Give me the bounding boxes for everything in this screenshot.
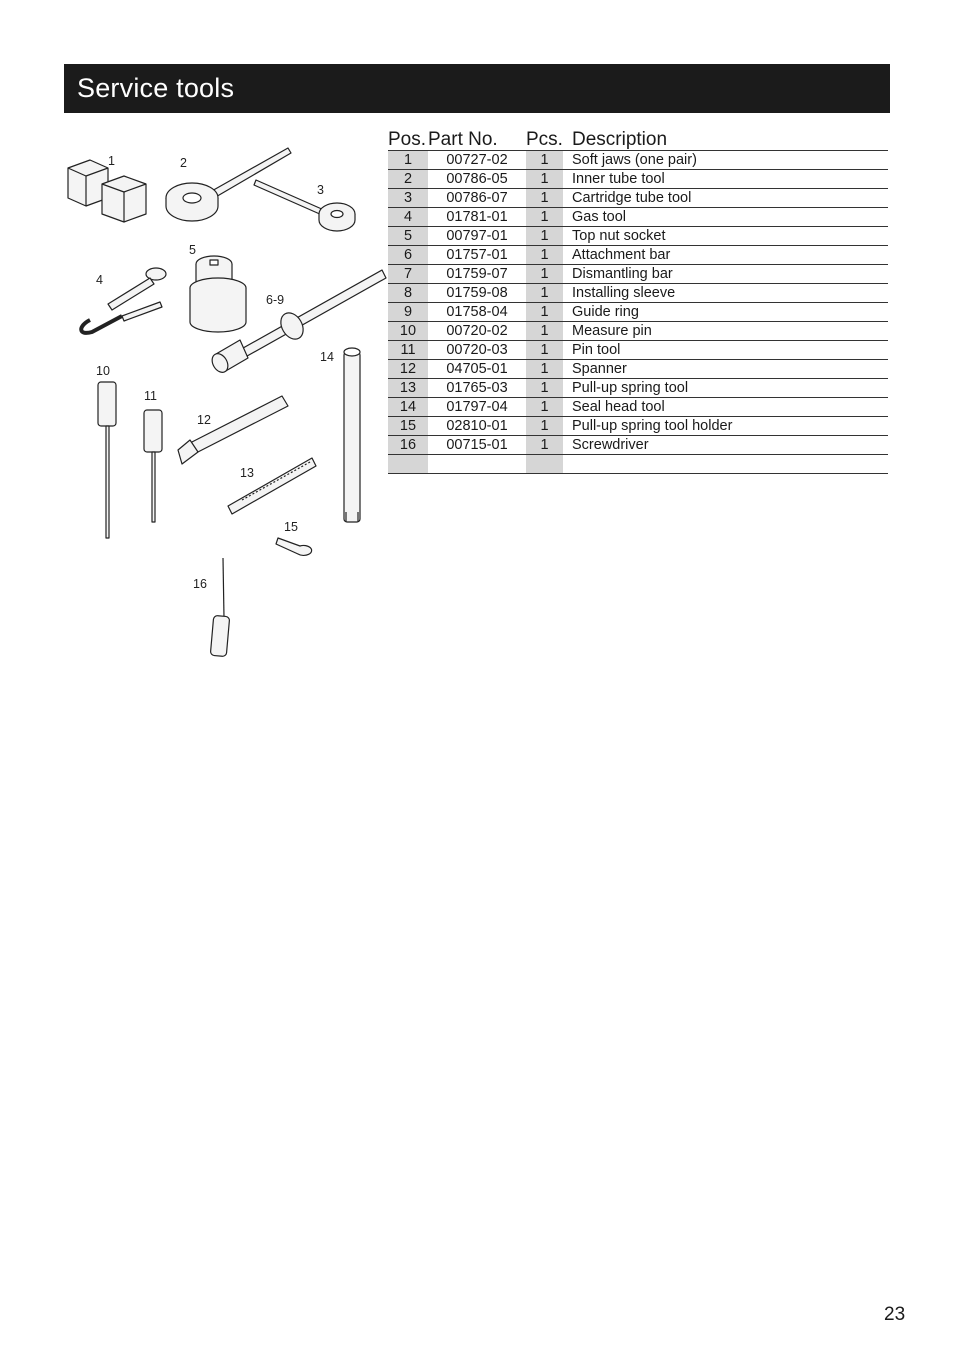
callout-14: 14	[320, 350, 334, 364]
cell-desc: Seal head tool	[563, 398, 888, 417]
callout-3: 3	[317, 183, 324, 197]
cell-pos: 10	[388, 322, 428, 341]
soft-jaws-drawing	[68, 160, 146, 222]
cell-desc: Installing sleeve	[563, 284, 888, 303]
cell-pcs: 1	[526, 246, 563, 265]
cell-pos: 14	[388, 398, 428, 417]
cell-desc: Pull-up spring tool holder	[563, 417, 888, 436]
cell-pcs: 1	[526, 436, 563, 455]
cell-part: 01757-01	[428, 246, 526, 265]
table-header-row	[388, 129, 888, 151]
cartridge-tube-tool-drawing	[254, 180, 355, 231]
cell-desc: Guide ring	[563, 303, 888, 322]
page-number: 23	[884, 1304, 906, 1325]
table-row	[388, 246, 888, 265]
cell-part: 00786-07	[428, 189, 526, 208]
cell-part: 01758-04	[428, 303, 526, 322]
cell-pos: 3	[388, 189, 428, 208]
cell-part: 00786-05	[428, 170, 526, 189]
cell-pcs: 1	[526, 170, 563, 189]
cell-part: 00727-02	[428, 151, 526, 170]
cell-desc: Soft jaws (one pair)	[563, 151, 888, 170]
cell-pcs: 1	[526, 151, 563, 170]
tools-drawing	[60, 140, 390, 670]
table-row	[388, 151, 888, 170]
table-row	[388, 436, 888, 455]
callout-6-9: 6-9	[266, 293, 285, 307]
table-body	[388, 151, 888, 474]
table-row	[388, 398, 888, 417]
table-row	[388, 303, 888, 322]
table-row	[388, 208, 888, 227]
cell-pos: 15	[388, 417, 428, 436]
table-row	[388, 379, 888, 398]
cell-pcs: 1	[526, 303, 563, 322]
cell-pos: 4	[388, 208, 428, 227]
column-header-pos: Pos.	[388, 129, 427, 150]
table-row	[388, 360, 888, 379]
section-title: Service tools	[77, 73, 235, 103]
cell-desc: Pin tool	[563, 341, 888, 360]
cell-part: 00715-01	[428, 436, 526, 455]
cell-pcs: 1	[526, 360, 563, 379]
cell-part: 00720-02	[428, 322, 526, 341]
column-header-pcs: Pcs.	[526, 129, 563, 150]
callout-16: 16	[193, 577, 207, 591]
table-row	[388, 455, 888, 474]
cell-pos: 9	[388, 303, 428, 322]
cell-pcs: 1	[526, 227, 563, 246]
cell-desc: Measure pin	[563, 322, 888, 341]
cell-desc: Screwdriver	[563, 436, 888, 455]
cell-pos: 1	[388, 151, 428, 170]
cell-pcs: 1	[526, 284, 563, 303]
cell-pcs: 1	[526, 189, 563, 208]
cell-pos: 11	[388, 341, 428, 360]
cell-part: 00797-01	[428, 227, 526, 246]
cell-pcs: 1	[526, 417, 563, 436]
spring-tool-holder-drawing	[276, 538, 312, 555]
cell-pos: 6	[388, 246, 428, 265]
cell-desc: Cartridge tube tool	[563, 189, 888, 208]
cell-pcs	[526, 455, 563, 474]
pin-tool-drawing	[144, 410, 162, 522]
cell-pcs: 1	[526, 265, 563, 284]
cell-desc: Top nut socket	[563, 227, 888, 246]
cell-pos: 7	[388, 265, 428, 284]
callout-4: 4	[96, 273, 103, 287]
table-row	[388, 322, 888, 341]
cell-pos	[388, 455, 428, 474]
cell-desc: Spanner	[563, 360, 888, 379]
cell-part: 01759-08	[428, 284, 526, 303]
cell-part: 01797-04	[428, 398, 526, 417]
callout-12: 12	[197, 413, 211, 427]
spanner-drawing	[178, 396, 288, 464]
cell-part: 01781-01	[428, 208, 526, 227]
cell-part: 01759-07	[428, 265, 526, 284]
cell-desc: Pull-up spring tool	[563, 379, 888, 398]
screwdriver-drawing	[210, 558, 229, 657]
callout-10: 10	[96, 364, 110, 378]
table-row	[388, 265, 888, 284]
table-row	[388, 189, 888, 208]
cell-pos: 2	[388, 170, 428, 189]
callout-2: 2	[180, 156, 187, 170]
cell-pcs: 1	[526, 208, 563, 227]
callout-13: 13	[240, 466, 254, 480]
table-row	[388, 417, 888, 436]
service-tools-table	[388, 129, 888, 474]
cell-desc: Gas tool	[563, 208, 888, 227]
cell-desc: Inner tube tool	[563, 170, 888, 189]
cell-pos: 12	[388, 360, 428, 379]
table-row	[388, 170, 888, 189]
cell-pos: 5	[388, 227, 428, 246]
cell-part: 02810-01	[428, 417, 526, 436]
cell-pos: 16	[388, 436, 428, 455]
cell-pcs: 1	[526, 322, 563, 341]
table-row	[388, 227, 888, 246]
cell-part: 00720-03	[428, 341, 526, 360]
cell-pos: 8	[388, 284, 428, 303]
column-header-description: Description	[563, 129, 888, 151]
column-header-part-no: Part No.	[428, 129, 526, 151]
cell-part: 01765-03	[428, 379, 526, 398]
measure-pin-drawing	[98, 382, 116, 538]
cell-pcs: 1	[526, 379, 563, 398]
gas-tool-drawing	[81, 268, 166, 333]
cell-part	[428, 455, 526, 474]
cell-part: 04705-01	[428, 360, 526, 379]
cell-pcs: 1	[526, 398, 563, 417]
cell-desc	[563, 455, 888, 474]
cell-desc: Dismantling bar	[563, 265, 888, 284]
cell-pcs: 1	[526, 341, 563, 360]
table-row	[388, 341, 888, 360]
callout-1: 1	[108, 154, 115, 168]
cell-desc: Attachment bar	[563, 246, 888, 265]
callout-15: 15	[284, 520, 298, 534]
cell-pos: 13	[388, 379, 428, 398]
top-nut-socket-drawing	[190, 256, 246, 332]
table-row	[388, 284, 888, 303]
service-tools-illustration	[60, 140, 390, 670]
section-title-bar	[64, 64, 890, 113]
callout-11: 11	[144, 389, 157, 403]
seal-head-tool-drawing	[344, 348, 360, 522]
callout-5: 5	[189, 243, 196, 257]
